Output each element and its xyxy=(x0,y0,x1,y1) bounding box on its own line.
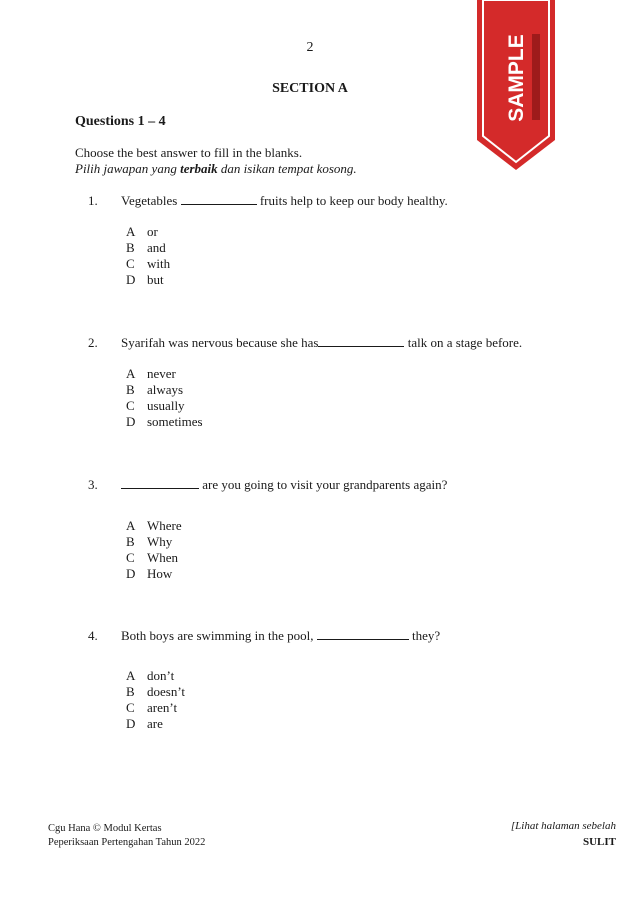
options-3 xyxy=(126,518,182,582)
option-b[interactable] xyxy=(126,382,203,398)
stamp-text: SAMPLE xyxy=(505,34,528,122)
option-text: and xyxy=(147,240,166,255)
answer-blank xyxy=(121,478,199,489)
footer-next-page-note: [Lihat halaman sebelah xyxy=(510,820,616,832)
option-text: When xyxy=(147,550,179,565)
option-text: never xyxy=(147,366,176,381)
option-c[interactable] xyxy=(126,550,182,566)
option-letter: D xyxy=(126,414,136,429)
question-text-before: Both boys are swimming in the pool, xyxy=(121,628,317,643)
option-text: aren’t xyxy=(147,700,178,715)
option-text: Why xyxy=(147,534,173,549)
options-2 xyxy=(126,366,203,430)
footer-confidential: SULIT xyxy=(582,836,616,848)
question-text-after: fruits help to keep our body healthy. xyxy=(256,193,448,208)
question-text-after: are you going to visit your grandparents again? xyxy=(199,477,448,492)
footer-left xyxy=(48,822,205,850)
question-text-before: Vegetables xyxy=(121,193,181,208)
question-number: 3. xyxy=(88,477,98,492)
option-letter: C xyxy=(126,550,135,565)
question-2 xyxy=(88,335,522,351)
question-number: 2. xyxy=(88,335,98,350)
option-letter: D xyxy=(126,566,136,581)
question-number: 1. xyxy=(88,193,98,208)
sample-stamp xyxy=(476,0,556,170)
option-letter: B xyxy=(126,534,135,549)
option-text: How xyxy=(147,566,173,581)
option-text: but xyxy=(147,272,164,287)
option-text: with xyxy=(147,256,171,271)
option-letter: A xyxy=(126,366,136,381)
options-4 xyxy=(126,668,185,732)
answer-blank xyxy=(181,194,257,205)
option-b[interactable] xyxy=(126,534,182,550)
option-text: or xyxy=(147,224,158,239)
instruction-malay-pre: Pilih jawapan yang xyxy=(75,161,181,176)
option-letter: B xyxy=(126,240,135,255)
option-letter: B xyxy=(126,684,135,699)
option-text: always xyxy=(147,382,184,397)
option-text: Where xyxy=(147,518,182,533)
option-d[interactable] xyxy=(126,566,182,582)
instruction-malay-post: dan isikan tempat kosong. xyxy=(217,161,357,176)
option-d[interactable] xyxy=(126,272,170,288)
option-a[interactable] xyxy=(126,224,170,240)
option-text: sometimes xyxy=(147,414,203,429)
option-letter: A xyxy=(126,668,136,683)
option-letter: A xyxy=(126,518,136,533)
answer-blank xyxy=(317,629,409,640)
option-c[interactable] xyxy=(126,398,203,414)
option-c[interactable] xyxy=(126,256,170,272)
instruction-malay xyxy=(75,161,357,177)
footer-exam-name: Peperiksaan Pertengahan Tahun 2022 xyxy=(48,837,206,848)
answer-blank xyxy=(318,336,404,347)
option-b[interactable] xyxy=(126,240,170,256)
instruction-malay-bold: terbaik xyxy=(180,161,218,176)
option-letter: D xyxy=(126,716,136,731)
page-number: 2 xyxy=(306,40,314,55)
option-c[interactable] xyxy=(126,700,185,716)
option-text: are xyxy=(147,716,163,731)
option-letter: A xyxy=(126,224,136,239)
option-b[interactable] xyxy=(126,684,185,700)
option-text: don’t xyxy=(147,668,175,683)
options-1 xyxy=(126,224,170,288)
option-letter: C xyxy=(126,398,135,413)
option-a[interactable] xyxy=(126,518,182,534)
question-text-before: Syarifah was nervous because she has xyxy=(121,335,319,350)
question-text-after: talk on a stage before. xyxy=(404,335,523,350)
question-1 xyxy=(88,193,448,209)
question-3 xyxy=(88,477,447,493)
option-letter: C xyxy=(126,700,135,715)
option-letter: D xyxy=(126,272,136,287)
questions-heading: Questions 1 – 4 xyxy=(75,114,166,129)
option-a[interactable] xyxy=(126,668,185,684)
option-text: doesn’t xyxy=(147,684,186,699)
footer-right xyxy=(511,818,616,850)
option-d[interactable] xyxy=(126,414,203,430)
option-letter: B xyxy=(126,382,135,397)
option-text: usually xyxy=(147,398,185,413)
instruction-english: Choose the best answer to fill in the blanks. xyxy=(75,145,303,160)
question-number: 4. xyxy=(88,628,98,643)
stamp-bar xyxy=(532,34,540,120)
footer-credit: Cgu Hana © Modul Kertas xyxy=(48,823,162,834)
option-letter: C xyxy=(126,256,135,271)
question-text-after: they? xyxy=(408,628,441,643)
question-4 xyxy=(88,628,440,644)
section-title: SECTION A xyxy=(272,81,348,96)
option-d[interactable] xyxy=(126,716,185,732)
option-a[interactable] xyxy=(126,366,203,382)
